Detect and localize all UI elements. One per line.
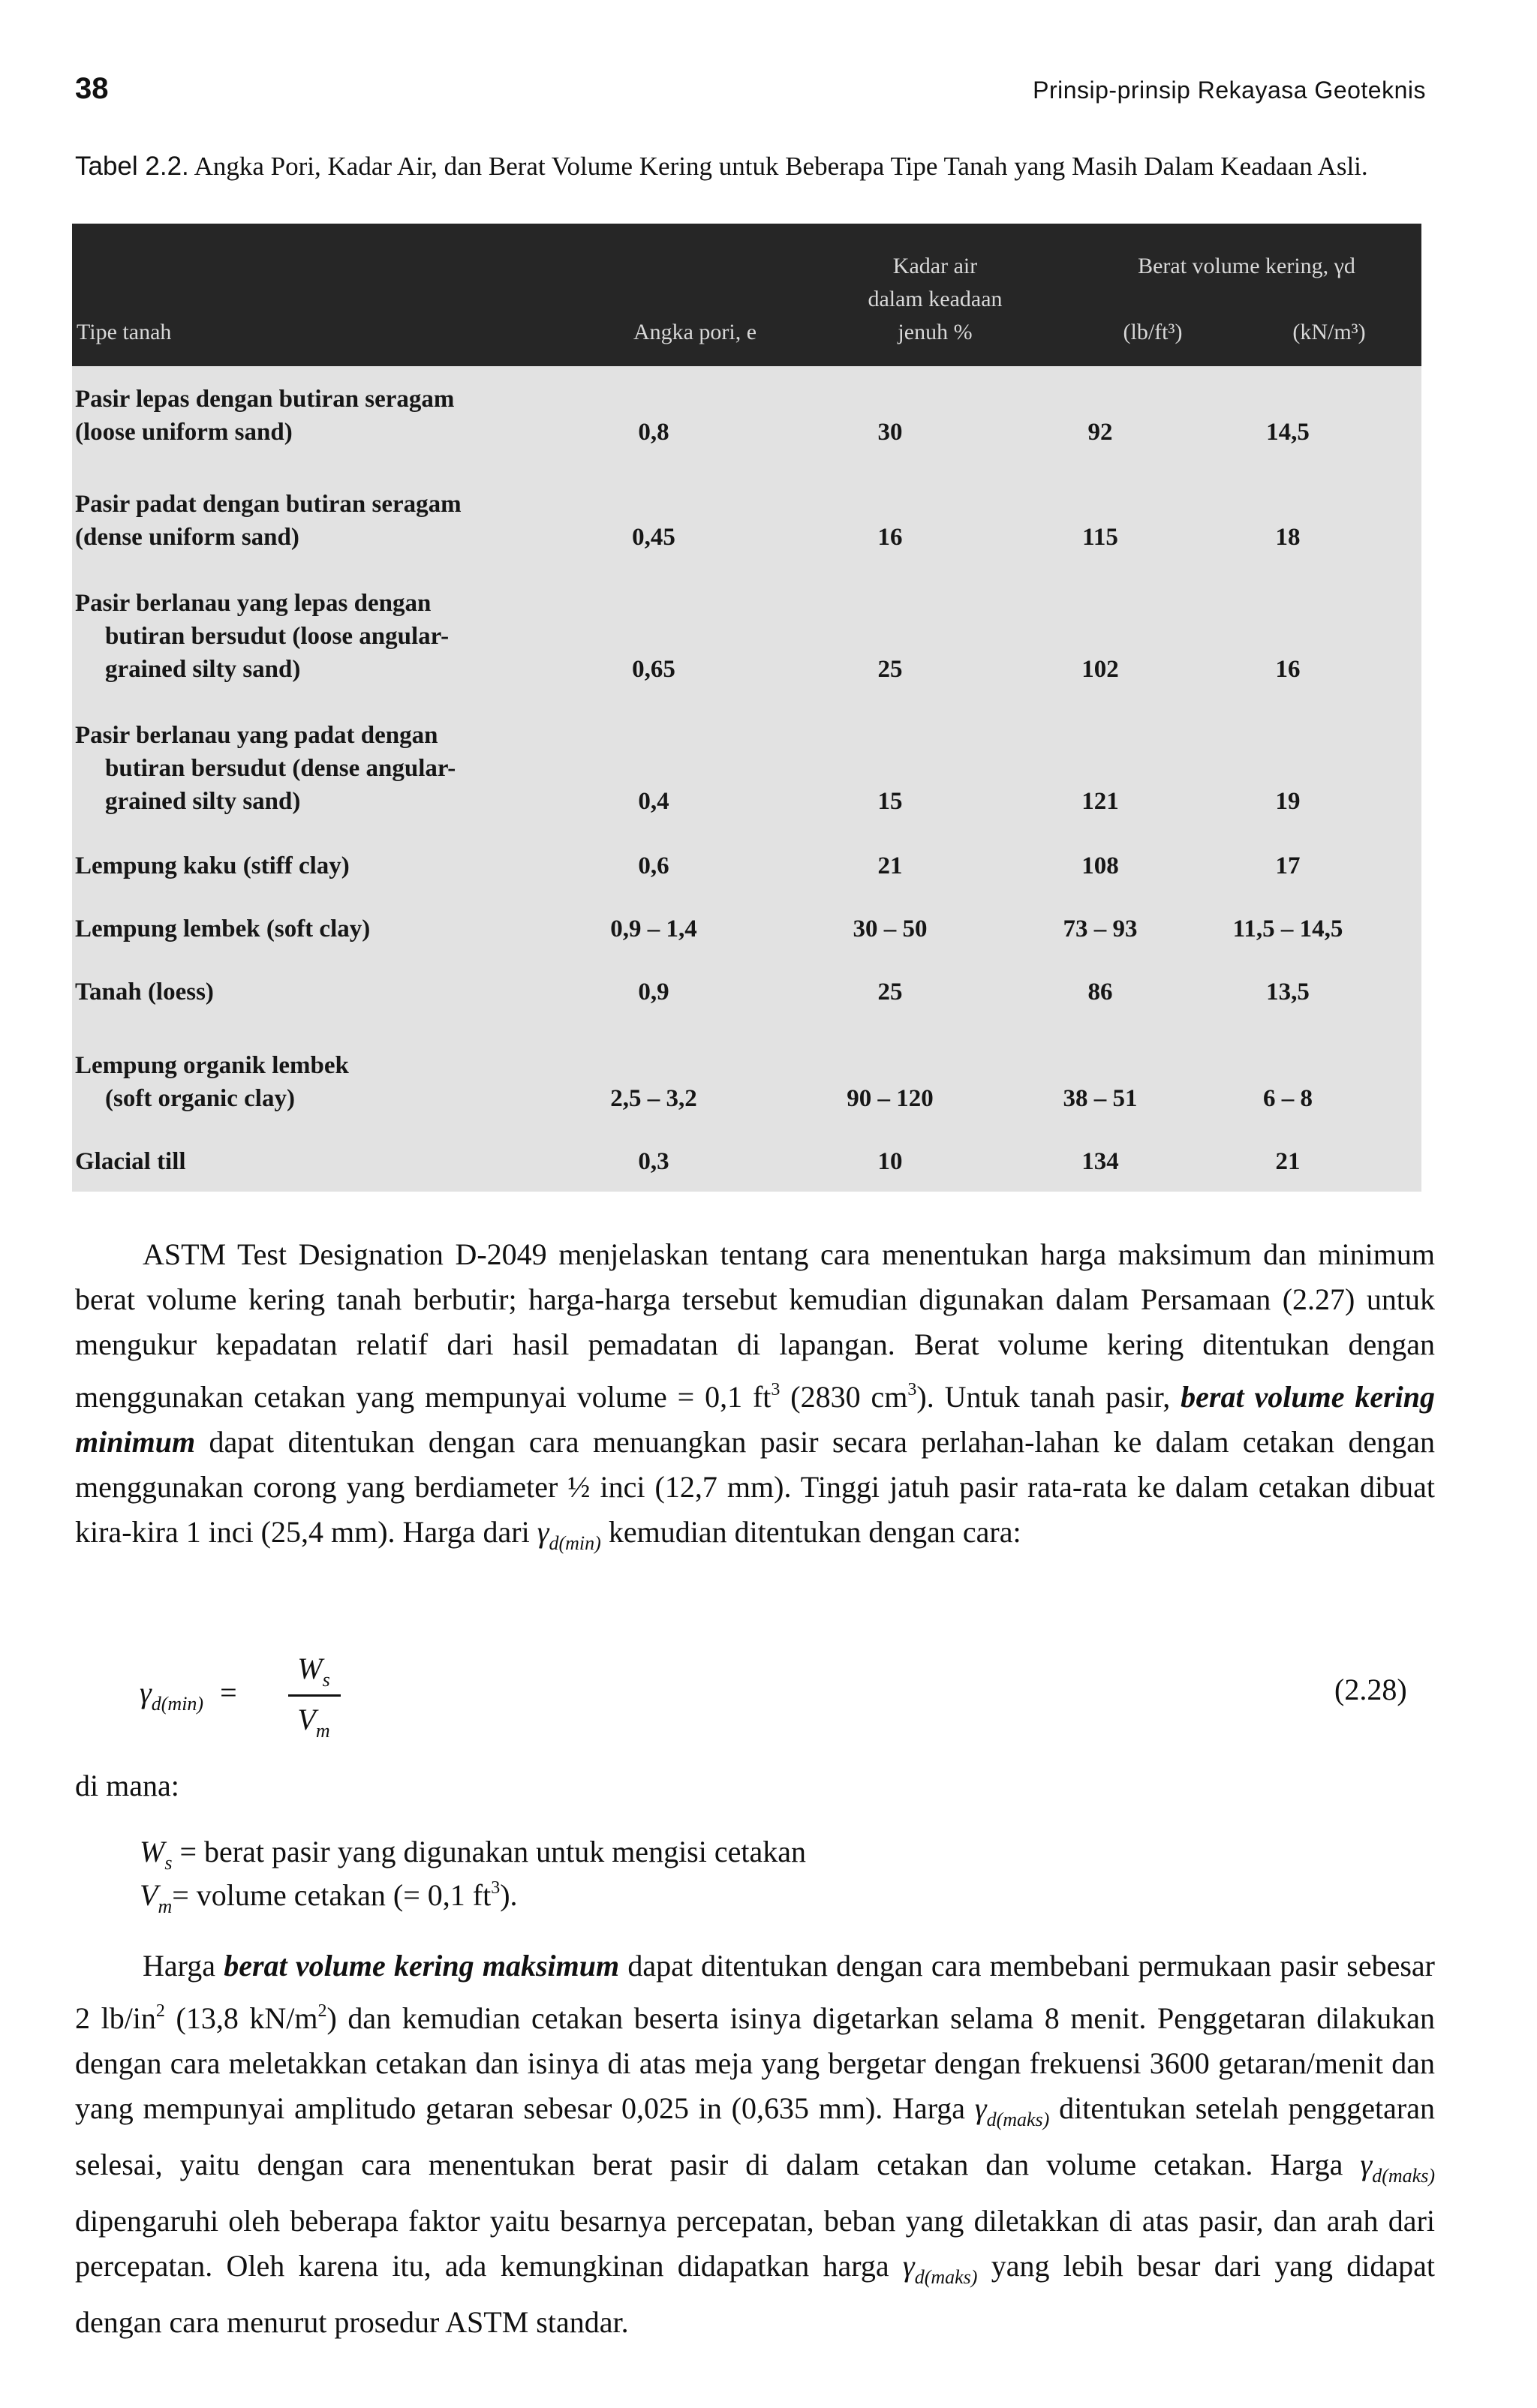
cell-water-content: 21 <box>877 852 903 879</box>
header-water-content-3: jenuh % <box>898 320 973 344</box>
cell-dry-weight-kn: 17 <box>1275 852 1301 879</box>
fraction-bar <box>288 1694 341 1697</box>
cell-dry-weight-kn: 18 <box>1275 524 1301 551</box>
cell-dry-weight-kn: 21 <box>1275 1148 1301 1175</box>
cell-dry-weight-kn: 19 <box>1275 788 1301 815</box>
equation-denominator: $V_m$ <box>297 1703 330 1742</box>
paragraph-max-density: Harga berat volume kering maksimum dapat ditentukan dengan cara membebani permukaan pasir sebesar 2 $lb/in^2$ (13,8 $kN/m^2$) dan kemudian cetakan beserta isinya digetarkan selama 8 menit. Penggetaran dilakukan dengan cara meletakkan cetakan dan isinya di atas meja yang bergetar dengan frekuensi 3600 getaran/menit dan yang mempunyai amplitudo getaran sebesar 0,025 in (0,635 mm). Harga $\gamma_{d(maks)}$ ditentukan setelah penggetaran selesai, yaitu dengan cara menentukan berat pasir di dalam cetakan dan volume cetakan. Harga $\gamma_{d(maks)}$ dipengaruhi oleh beberapa faktor yaitu besarnya percepatan, beban yang diletakkan di atas pasir, dan arah dari percepatan. Oleh karena itu, ada kemungkinan didapatkan harga $\gamma_{d(maks)}$ yang lebih besar dari yang didapat dengan cara menurut prosedur ASTM standar. <box>75 1949 1435 2339</box>
cell-void-ratio: 0,6 <box>638 852 669 879</box>
cell-dry-weight-kn: 13,5 <box>1266 979 1310 1006</box>
cell-water-content: 30 <box>877 419 903 446</box>
cell-soil-type: Tanah (loess) <box>75 979 214 1006</box>
table-header <box>72 224 1421 366</box>
cell-dry-weight-lb: 121 <box>1081 788 1119 815</box>
header-water-content-1: Kadar air <box>892 254 978 278</box>
cell-soil-type: Lempung kaku (stiff clay) <box>75 852 350 879</box>
header-dry-unit-weight: Berat volume kering, γd <box>1138 254 1355 278</box>
cell-void-ratio: 0,8 <box>638 419 669 446</box>
header-unit-kn: (kN/m³) <box>1292 320 1366 344</box>
emphasis-max: berat volume kering maksimum <box>224 1949 620 1983</box>
cell-soil-type: Pasir padat dengan butiran seragam (dense uniform sand) <box>75 491 462 551</box>
paragraph-astm: ASTM Test Designation D-2049 menjelaskan tentang cara menentukan harga maksimum dan minimum berat volume kering tanah berbutir; harga-harga tersebut kemudian digunakan dalam Persamaan (2.27) untuk mengukur kepadatan relatif dari hasil pemadatan di lapangan. Berat volume kering ditentukan dengan menggunakan cetakan yang mempunyai volume = 0,1 $ft^3$ (2830 $cm^3$). Untuk tanah pasir, berat volume kering minimum dapat ditentukan dengan cara menuangkan pasir secara perlahan-lahan ke dalam cetakan dengan menggunakan corong yang berdiameter ½ inci (12,7 mm). Tinggi jatuh pasir rata-rata ke dalam cetakan dibuat kira-kira 1 inci (25,4 mm). Harga dari $\gamma_{d(min)}$ kemudian ditentukan dengan cara: <box>75 1237 1436 1554</box>
where-label: di mana: <box>75 1769 179 1802</box>
header-water-content-2: dalam keadaan <box>868 287 1003 311</box>
cell-soil-type: Pasir berlanau yang padat dengan butiran bersudut (dense angular- grained silty sand) <box>75 722 456 815</box>
cell-water-content: 25 <box>877 979 903 1006</box>
cell-dry-weight-lb: 86 <box>1087 979 1113 1006</box>
equation-2-28: $\gamma_{d(min)}$ = <box>140 1676 237 1715</box>
cell-dry-weight-lb: 38 – 51 <box>1063 1085 1138 1112</box>
cell-dry-weight-lb: 92 <box>1087 419 1113 446</box>
cell-soil-type: Pasir lepas dengan butiran seragam (loose uniform sand) <box>75 386 455 446</box>
running-title: Prinsip-prinsip Rekayasa Geoteknis <box>1033 77 1426 104</box>
caption-text: Angka Pori, Kadar Air, dan Berat Volume Kering untuk Beberapa Tipe Tanah yang Masih Dalam Keadaan Asli. <box>194 152 1368 181</box>
cell-void-ratio: 0,9 <box>638 979 669 1006</box>
cell-water-content: 25 <box>877 656 903 683</box>
caption-label: Tabel 2.2. <box>75 152 189 181</box>
table-caption <box>75 150 1441 183</box>
cell-water-content: 90 – 120 <box>847 1085 934 1112</box>
header-soil-type: Tipe tanah <box>77 320 172 344</box>
page-number: 38 <box>75 72 109 105</box>
soil-table <box>72 224 1421 1192</box>
cell-water-content: 30 – 50 <box>853 915 928 942</box>
cell-water-content: 16 <box>877 524 903 551</box>
cell-void-ratio: 0,4 <box>638 788 669 815</box>
cell-void-ratio: 0,65 <box>632 656 675 683</box>
cell-dry-weight-lb: 108 <box>1081 852 1119 879</box>
cell-soil-type: Lempung organik lembek (soft organic clay) <box>75 1052 349 1112</box>
cell-dry-weight-kn: 6 – 8 <box>1263 1085 1313 1112</box>
cell-soil-type: Pasir berlanau yang lepas dengan butiran bersudut (loose angular- grained silty sand) <box>75 590 450 683</box>
cell-void-ratio: 0,45 <box>632 524 675 551</box>
cell-soil-type: Glacial till <box>75 1148 186 1175</box>
where-vm: $V_m=$ volume cetakan (= 0,1 $ft^3$). <box>140 1878 518 1917</box>
cell-water-content: 10 <box>877 1148 903 1175</box>
cell-dry-weight-lb: 73 – 93 <box>1063 915 1138 942</box>
header-void-ratio: Angka pori, e <box>633 320 757 344</box>
cell-dry-weight-lb: 102 <box>1081 656 1119 683</box>
cell-void-ratio: 0,9 – 1,4 <box>610 915 697 942</box>
cell-dry-weight-lb: 115 <box>1082 524 1118 551</box>
cell-void-ratio: 2,5 – 3,2 <box>610 1085 697 1112</box>
equation-numerator: $W_s$ <box>297 1652 330 1691</box>
emphasis-min: berat volume kering minimum <box>75 1380 1436 1459</box>
cell-soil-type: Lempung lembek (soft clay) <box>75 915 371 942</box>
header-unit-lb: (lb/ft³) <box>1123 320 1183 344</box>
cell-dry-weight-kn: 14,5 <box>1266 419 1310 446</box>
cell-water-content: 15 <box>877 788 903 815</box>
cell-dry-weight-kn: 16 <box>1275 656 1301 683</box>
cell-void-ratio: 0,3 <box>638 1148 669 1175</box>
equation-number: (2.28) <box>1334 1673 1407 1706</box>
where-ws: $W_s$ = berat pasir yang digunakan untuk mengisi cetakan <box>140 1835 806 1874</box>
cell-dry-weight-lb: 134 <box>1081 1148 1119 1175</box>
cell-dry-weight-kn: 11,5 – 14,5 <box>1232 915 1343 942</box>
